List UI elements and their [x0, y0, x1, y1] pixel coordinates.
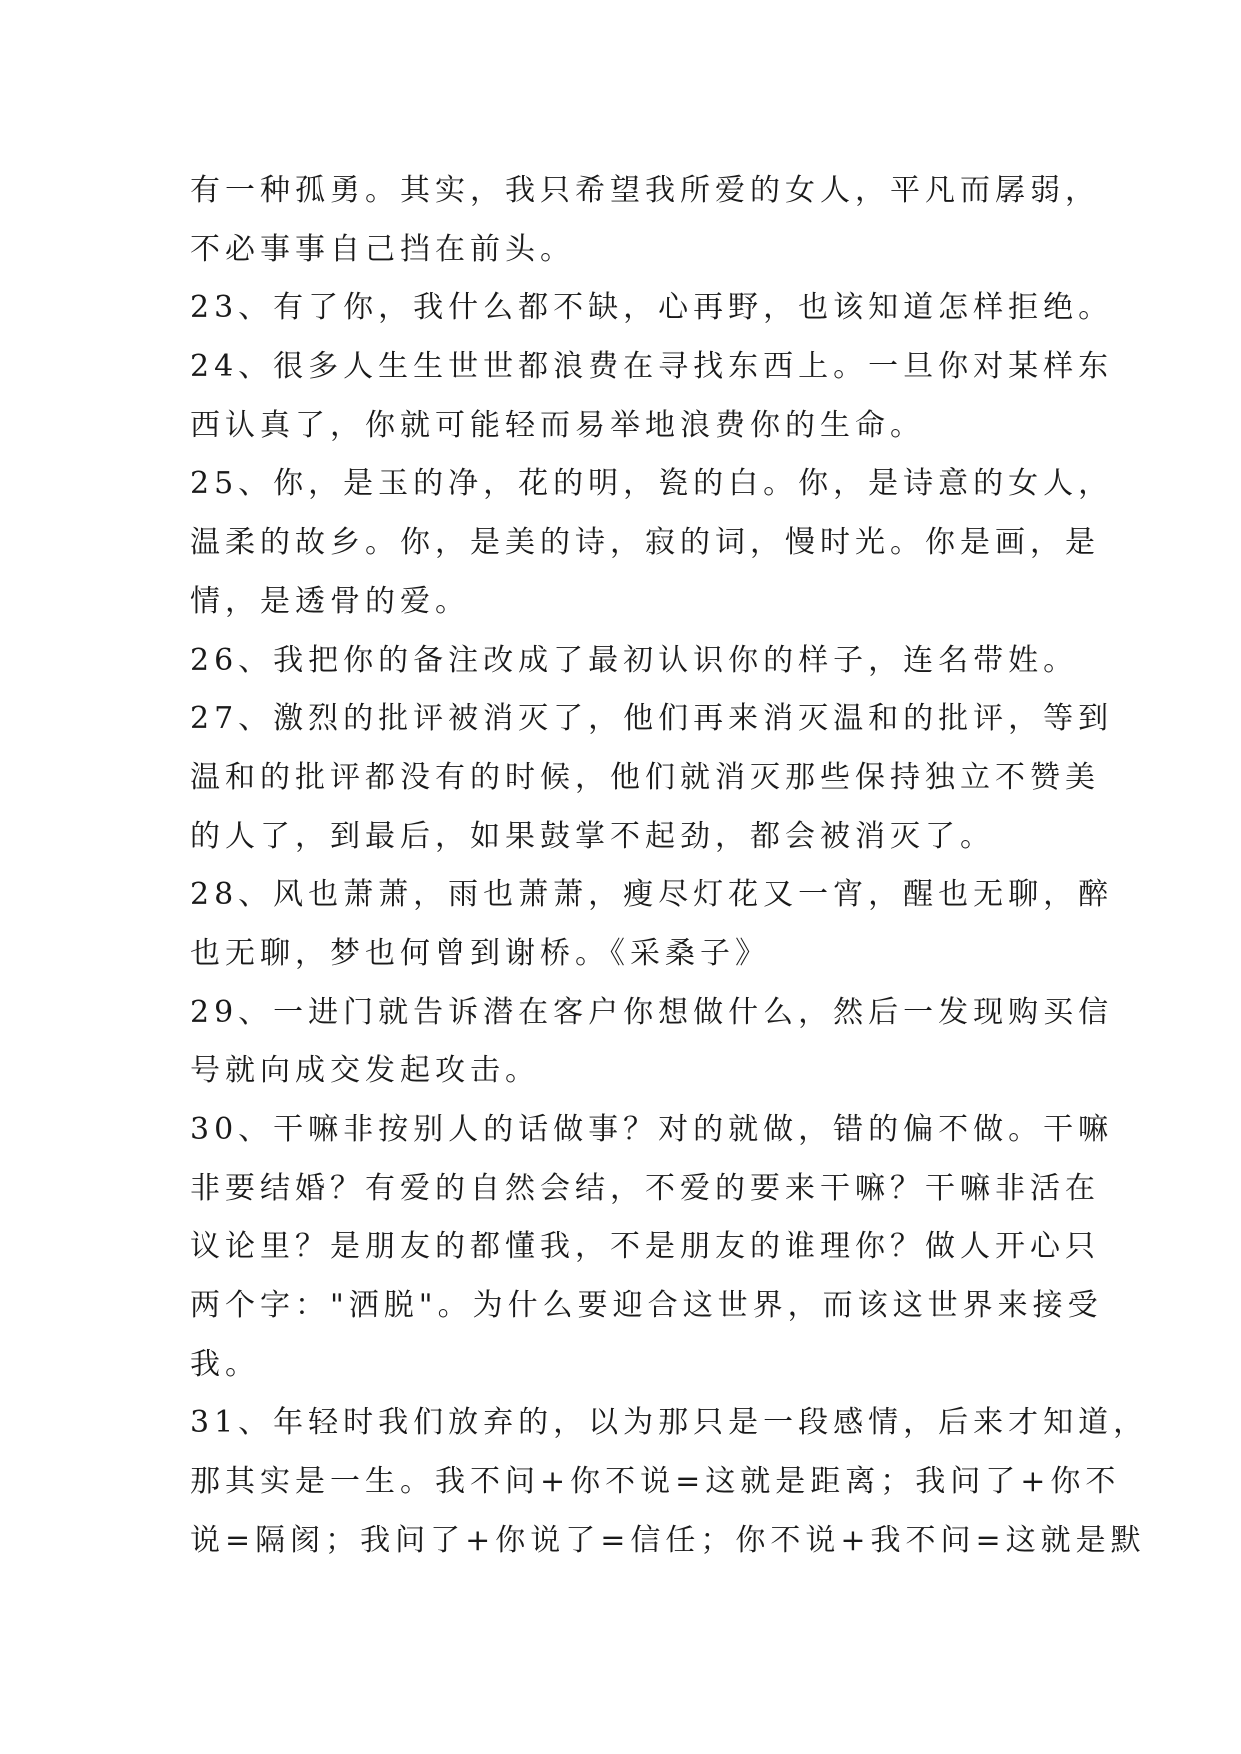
text-line: 25、你，是玉的净，花的明，瓷的白。你，是诗意的女人，	[190, 466, 1114, 502]
text-line: 我。	[190, 1346, 260, 1382]
text-line: 情，是透骨的爱。	[190, 583, 470, 619]
text-line: 30、干嘛非按别人的话做事？对的就做，错的偏不做。干嘛	[190, 1112, 1114, 1147]
text-line: 那其实是一生。我不问+你不说=这就是距离；我问了+你不	[190, 1464, 1121, 1500]
text-line: 两个字："洒脱"。为什么要迎合这世界，而该这世界来接受	[190, 1288, 1103, 1324]
text-line: 的人了，到最后，如果鼓掌不起劲，都会被消灭了。	[190, 818, 995, 854]
text-line: 议论里？是朋友的都懂我，不是朋友的谁理你？做人开心只	[190, 1229, 1100, 1265]
text-line: 31、年轻时我们放弃的，以为那只是一段感情，后来才知道，	[190, 1405, 1149, 1441]
text-line: 29、一进门就告诉潜在客户你想做什么，然后一发现购买信	[190, 994, 1114, 1030]
text-line: 28、风也萧萧，雨也萧萧，瘦尽灯花又一宵，醒也无聊，醉	[190, 877, 1114, 913]
text-line: 有一种孤勇。其实，我只希望我所爱的女人，平凡而孱弱，	[190, 173, 1100, 208]
text-line: 西认真了，你就可能轻而易举地浪费你的生命。	[190, 407, 925, 443]
text-line: 24、很多人生生世世都浪费在寻找东西上。一旦你对某样东	[190, 349, 1114, 385]
text-line: 27、激烈的批评被消灭了，他们再来消灭温和的批评，等到	[190, 701, 1114, 737]
text-line: 也无聊，梦也何曾到谢桥。《采桑子》	[190, 935, 770, 971]
text-line: 号就向成交发起攻击。	[190, 1053, 540, 1089]
text-line: 23、有了你，我什么都不缺，心再野，也该知道怎样拒绝。	[190, 290, 1114, 326]
text-line: 不必事事自己挡在前头。	[190, 231, 575, 267]
text-line: 温和的批评都没有的时候，他们就消灭那些保持独立不赞美	[190, 759, 1100, 795]
document-body-text	[190, 162, 1149, 1571]
text-line: 非要结婚？有爱的自然会结，不爱的要来干嘛？干嘛非活在	[190, 1170, 1100, 1206]
text-line: 26、我把你的备注改成了最初认识你的样子，连名带姓。	[190, 642, 1079, 678]
text-line: 说=隔阂；我问了+你说了=信任；你不说+我不问=这就是默	[190, 1522, 1146, 1558]
text-line: 温柔的故乡。你，是美的诗，寂的词，慢时光。你是画，是	[190, 525, 1100, 561]
